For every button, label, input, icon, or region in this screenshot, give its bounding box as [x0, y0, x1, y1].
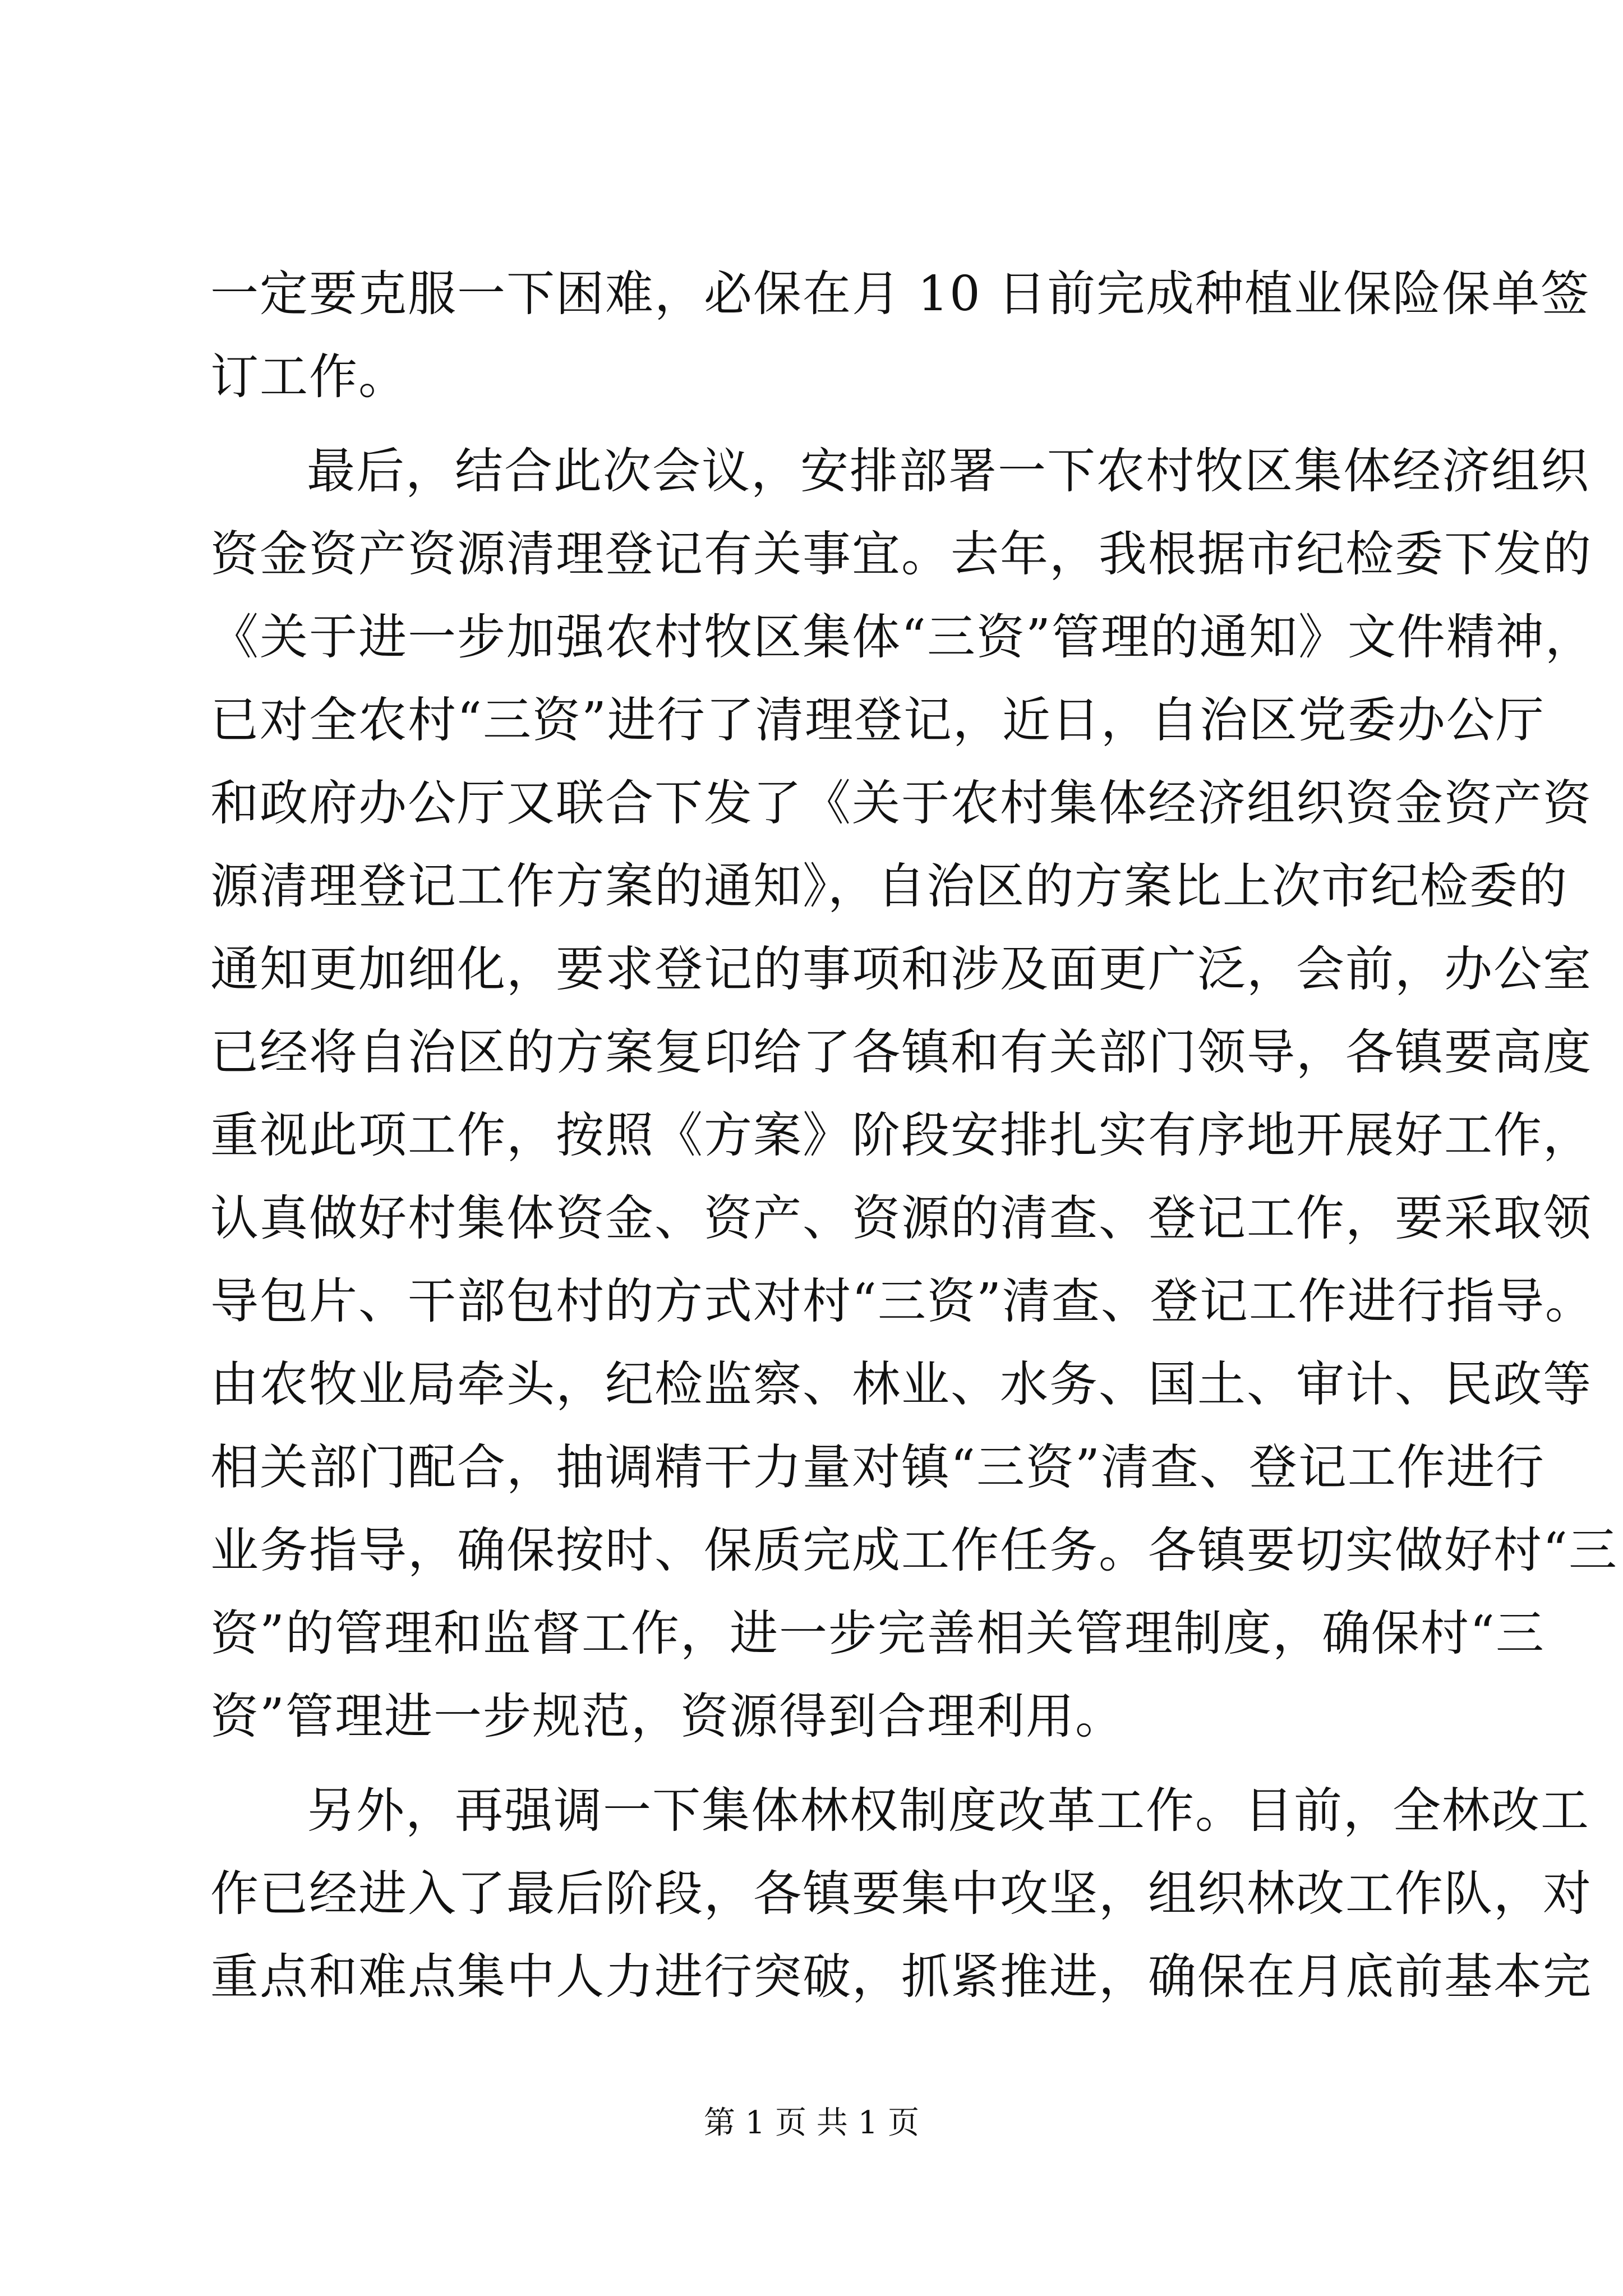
text-line: 已对全农村“三资”进行了清理登记，近日，自治区党委办公厅 [210, 692, 1545, 748]
text-line: 业务指导，确保按时、保质完成工作任务。各镇要切实做好村“三 [210, 1522, 1618, 1579]
text-line: 订工作。 [210, 349, 408, 405]
paragraph-start-line: 另外，再强调一下集体林权制度改革工作。目前，全林改工 [307, 1783, 1590, 1839]
paragraph-start-line: 最后，结合此次会议，安排部署一下农村牧区集体经济组织 [307, 443, 1590, 499]
text-line: 相关部门配合，抽调精干力量对镇“三资”清查、登记工作进行 [210, 1439, 1545, 1496]
document-body [210, 252, 1618, 2018]
text-line: 导包片、干部包村的方式对村“三资”清查、登记工作进行指导。 [210, 1273, 1594, 1329]
text-line: 一定要克服一下困难，必保在月 10 日前完成种植业保险保单签 [210, 266, 1590, 322]
text-line: 资”管理进一步规范，资源得到合理利用。 [210, 1688, 1124, 1745]
page-number: 第 1 页 共 1 页 [703, 2105, 920, 2141]
text-line: 重视此项工作，按照《方案》阶段安排扎实有序地开展好工作， [210, 1107, 1592, 1163]
text-line: 源清理登记工作方案的通知》，自治区的方案比上次市纪检委的 [210, 858, 1568, 914]
text-line: 通知更加细化，要求登记的事项和涉及面更广泛，会前，办公室 [210, 941, 1592, 997]
text-line: 和政府办公厅又联合下发了《关于农村集体经济组织资金资产资 [210, 775, 1592, 831]
text-line: 重点和难点集中人力进行突破，抓紧推进，确保在月底前基本完 [210, 1949, 1592, 2005]
text-line: 《关于进一步加强农村牧区集体“三资”管理的通知》文件精神， [210, 609, 1594, 665]
text-line: 资”的管理和监督工作，进一步完善相关管理制度，确保村“三 [210, 1605, 1545, 1662]
text-line: 作已经进入了最后阶段，各镇要集中攻坚，组织林改工作队，对 [210, 1866, 1592, 1922]
text-line: 认真做好村集体资金、资产、资源的清查、登记工作，要采取领 [210, 1190, 1592, 1246]
text-line: 已经将自治区的方案复印给了各镇和有关部门领导，各镇要高度 [210, 1024, 1592, 1080]
text-line: 资金资产资源清理登记有关事宜。去年，我根据市纪检委下发的 [210, 526, 1592, 582]
text-line: 由农牧业局牵头，纪检监察、林业、水务、国土、审计、民政等 [210, 1356, 1592, 1412]
page-footer [0, 2101, 1623, 2146]
